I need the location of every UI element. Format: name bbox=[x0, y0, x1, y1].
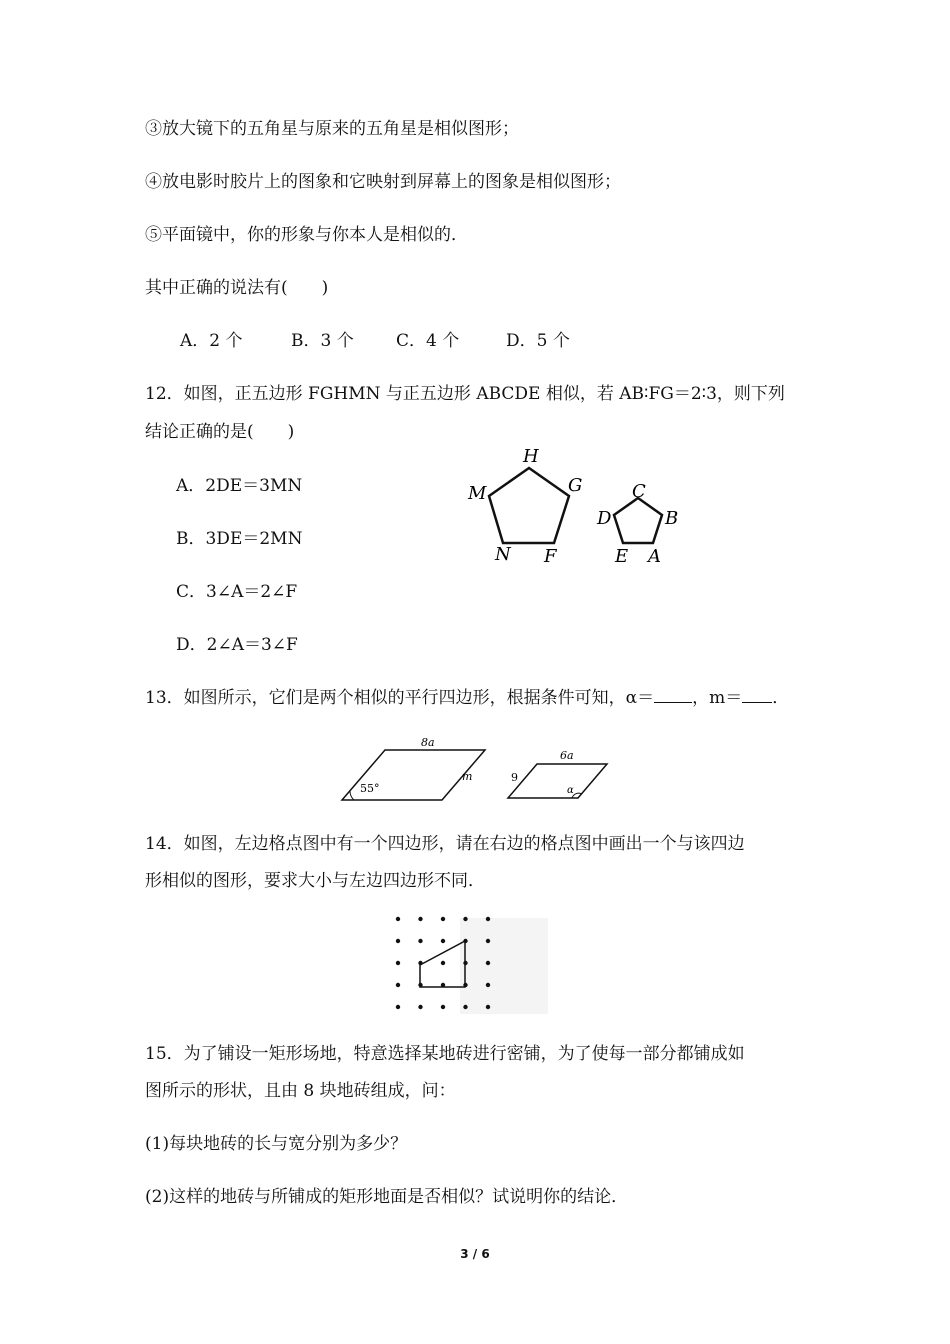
q11-option-a: A．2 个 bbox=[180, 331, 243, 351]
grid-dot bbox=[486, 1005, 490, 1009]
label-F: F bbox=[544, 546, 557, 567]
label-N: N bbox=[495, 544, 511, 565]
big-pentagon bbox=[489, 468, 569, 543]
label-8a: 8a bbox=[421, 736, 435, 749]
label-A: A bbox=[648, 546, 661, 567]
label-G: G bbox=[568, 475, 583, 496]
grid-dot bbox=[418, 917, 422, 921]
label-6a: 6a bbox=[560, 749, 574, 762]
large-angle-arc bbox=[350, 791, 354, 800]
label-C: C bbox=[632, 481, 646, 502]
grid-dot bbox=[441, 961, 445, 965]
grid-dot bbox=[396, 1005, 400, 1009]
q11-option-c: C．4 个 bbox=[396, 331, 460, 351]
q12-stem-line1: 12．如图，正五边形 FGHMN 与正五边形 ABCDE 相似，若 AB∶FG＝2∶3，则下列 bbox=[145, 384, 785, 404]
q15-stem-line2: 图所示的形状，且由 8 块地砖组成，问： bbox=[145, 1081, 456, 1101]
label-E: E bbox=[615, 546, 629, 567]
label-B: B bbox=[665, 508, 679, 529]
statement-4: ④放电影时胶片上的图象和它映射到屏幕上的图象是相似图形； bbox=[145, 172, 621, 192]
grid-dot bbox=[441, 939, 445, 943]
statement-3: ③放大镜下的五角星与原来的五角星是相似图形； bbox=[145, 119, 519, 139]
q13-parallelograms-figure bbox=[335, 730, 625, 808]
q12-option-d: D．2∠A＝3∠F bbox=[176, 635, 298, 655]
q12-option-a: A．2DE＝3MN bbox=[176, 476, 303, 496]
label-H: H bbox=[523, 446, 539, 467]
q11-option-b: B．3 个 bbox=[291, 331, 354, 351]
grid-dot bbox=[441, 1005, 445, 1009]
label-M: M bbox=[468, 483, 487, 504]
q15-stem-line1: 15．为了铺设一矩形场地，特意选择某地砖进行密铺，为了使每一部分都铺成如 bbox=[145, 1044, 745, 1064]
statement-5: ⑤平面镜中，你的形象与你本人是相似的． bbox=[145, 225, 468, 245]
grid-dot bbox=[463, 917, 467, 921]
page-number: 3 / 6 bbox=[460, 1247, 490, 1261]
q13-text-mid: ，m＝ bbox=[692, 688, 743, 708]
grid-dot bbox=[396, 917, 400, 921]
label-m: m bbox=[462, 770, 473, 783]
q15-sub2: (2)这样的地砖与所铺成的矩形地面是否相似？试说明你的结论． bbox=[145, 1187, 629, 1207]
q14-dot-grid-figure bbox=[388, 912, 550, 1016]
label-9: 9 bbox=[511, 771, 518, 784]
grid-dot bbox=[396, 961, 400, 965]
small-pentagon bbox=[614, 498, 662, 543]
label-alpha: α bbox=[567, 785, 574, 796]
grid-dot bbox=[441, 917, 445, 921]
q14-stem-line1: 14．如图，左边格点图中有一个四边形，请在右边的格点图中画出一个与该四边 bbox=[145, 834, 745, 854]
grid-dot bbox=[486, 939, 490, 943]
q14-stem-line2: 形相似的图形，要求大小与左边四边形不同． bbox=[145, 871, 485, 891]
grid-dot bbox=[486, 917, 490, 921]
grid-dot bbox=[463, 1005, 467, 1009]
q13-stem bbox=[145, 686, 789, 710]
grid-dot bbox=[396, 939, 400, 943]
grid-dot bbox=[418, 1005, 422, 1009]
q13-text-end: ． bbox=[772, 688, 790, 708]
q13-alpha-blank[interactable] bbox=[654, 686, 692, 703]
q13-m-blank[interactable] bbox=[742, 686, 772, 703]
right-grid-background bbox=[460, 918, 548, 1014]
grid-dot bbox=[418, 939, 422, 943]
label-D: D bbox=[597, 508, 612, 529]
small-parallelogram bbox=[508, 764, 607, 798]
q12-option-b: B．3DE＝2MN bbox=[176, 529, 303, 549]
label-55deg: 55° bbox=[360, 782, 380, 795]
q15-sub1: (1)每块地砖的长与宽分别为多少？ bbox=[145, 1134, 408, 1154]
grid-dot bbox=[486, 983, 490, 987]
q12-stem-line2: 结论正确的是( ) bbox=[145, 422, 295, 442]
grid-dot bbox=[486, 961, 490, 965]
grid-dot bbox=[396, 983, 400, 987]
q13-text-before: 13．如图所示，它们是两个相似的平行四边形，根据条件可知，α＝ bbox=[145, 688, 655, 708]
question-11-prompt: 其中正确的说法有( ) bbox=[145, 278, 329, 298]
q11-option-d: D．5 个 bbox=[506, 331, 570, 351]
q12-pentagons-figure bbox=[460, 440, 700, 570]
q12-option-c: C．3∠A＝2∠F bbox=[176, 582, 298, 602]
